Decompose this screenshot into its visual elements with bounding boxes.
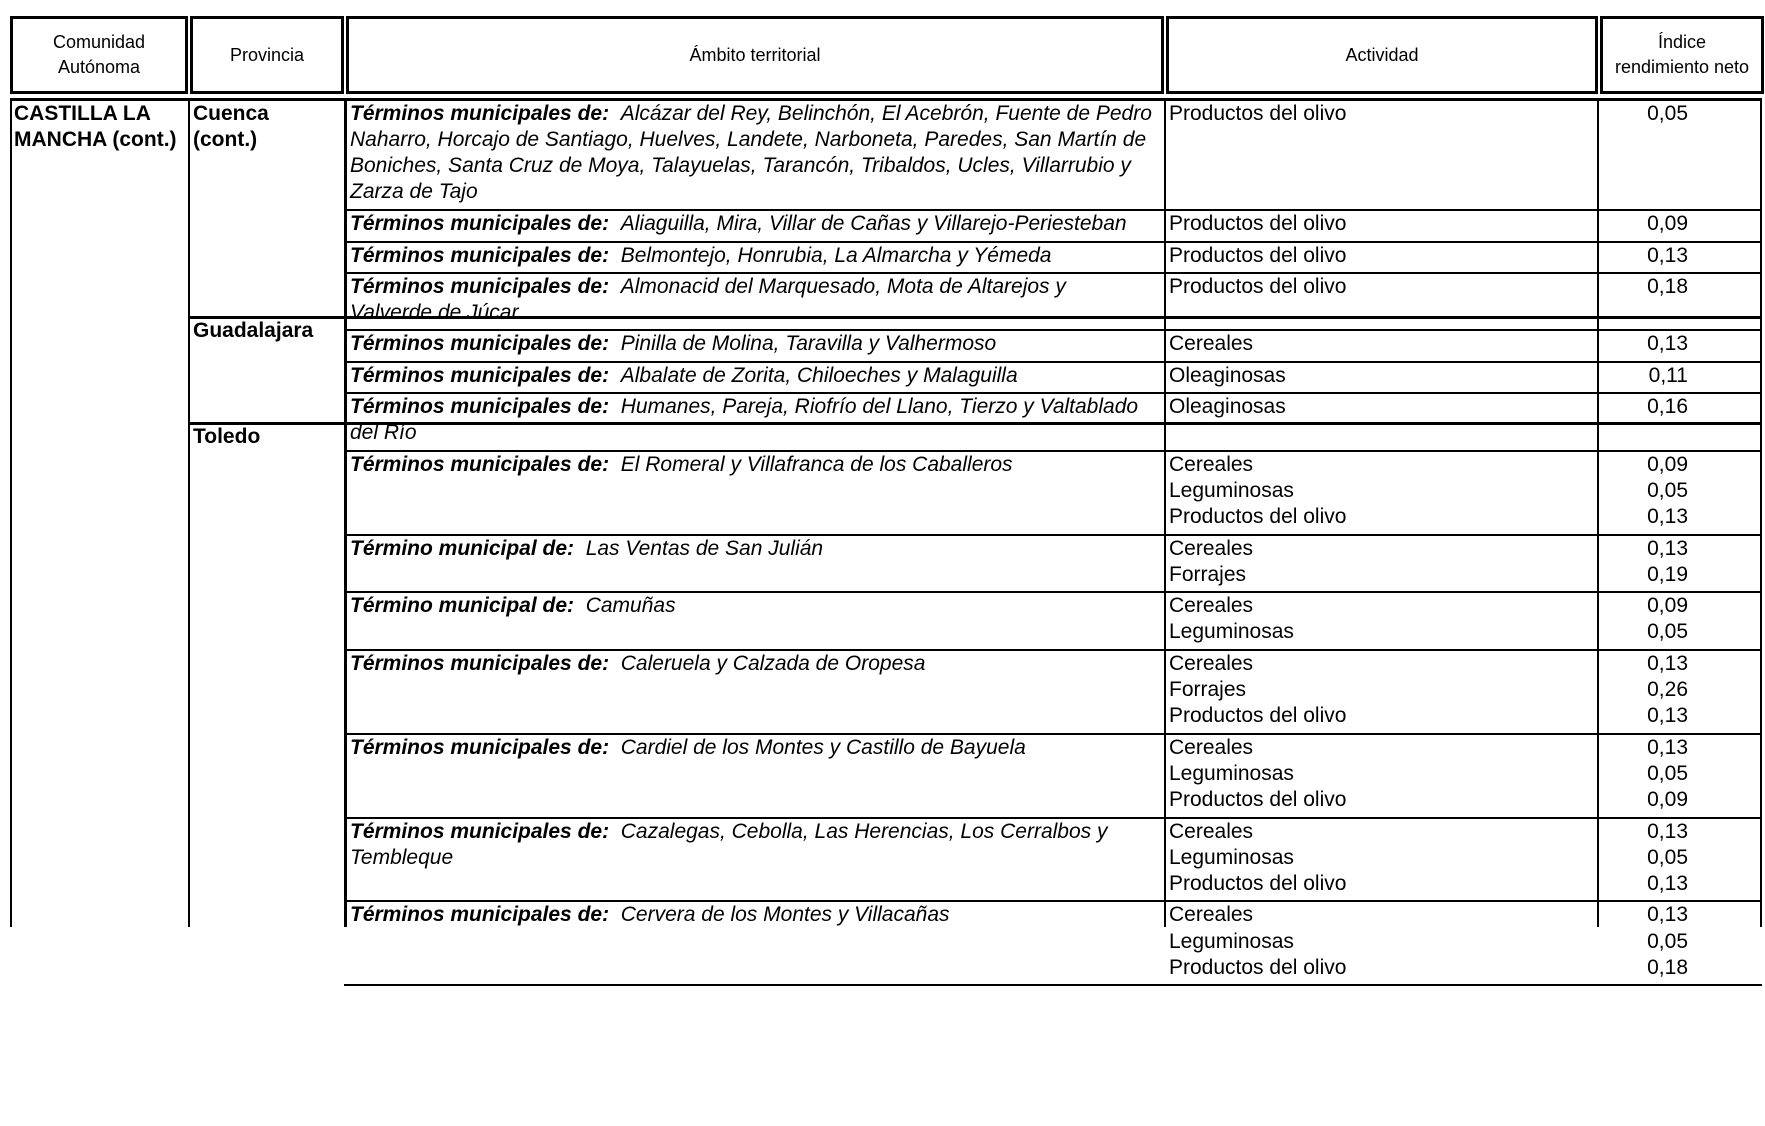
ambito-text: del Río <box>350 421 417 444</box>
ambito-prefix: Términos municipales de: <box>350 651 610 675</box>
ambito-text: Almonacid del Marquesado, Mota de Altarejos y <box>620 274 1066 298</box>
indice-value: 0,05 <box>1647 102 1688 125</box>
indice-value: 0,13 <box>1647 651 1688 675</box>
comunidad-line1: CASTILLA LA <box>14 102 151 125</box>
indice-value: 0,16 <box>1647 395 1688 418</box>
comunidad-line2: MANCHA (cont.) <box>14 128 177 151</box>
ambito-cell <box>350 243 1160 269</box>
header-indice-line2: rendimiento neto <box>1614 57 1750 77</box>
actividad-value: Leguminosas <box>1169 761 1294 785</box>
ambito-prefix: Términos municipales de: <box>350 819 610 843</box>
actividad-value: Leguminosas <box>1169 620 1294 644</box>
actividad-value: Productos del olivo <box>1169 243 1347 267</box>
ambito-prefix: Términos municipales de: <box>350 903 610 927</box>
ambito-prefix: Término municipal de: <box>350 536 575 560</box>
ambito-text: Valverde de Júcar <box>350 300 519 324</box>
indice-value: 0,05 <box>1647 845 1688 869</box>
actividad-value: Leguminosas <box>1169 478 1294 502</box>
actividad-value: Leguminosas <box>1169 929 1294 953</box>
ambito-text: Caleruela y Calzada de Oropesa <box>620 651 926 675</box>
indice-value: 0,09 <box>1647 452 1688 476</box>
ambito-prefix: Término municipal de: <box>350 594 575 618</box>
indice-value: 0,09 <box>1647 212 1688 236</box>
actividad-value: Cereales <box>1169 651 1254 675</box>
indice-value: 0,05 <box>1647 478 1688 502</box>
ambito-text: Cervera de los Montes y Villacañas <box>620 903 950 927</box>
actividad-value: Cereales <box>1169 594 1254 618</box>
actividad-value: Oleaginosas <box>1169 363 1286 387</box>
ambito-line <box>350 101 1160 127</box>
ambito-text: Zarza de Tajo <box>350 180 478 203</box>
indice-value: 0,13 <box>1647 704 1688 728</box>
header-comunidad-line2: Autónoma <box>57 57 141 77</box>
col-border-provincia <box>344 98 347 927</box>
provincia-toledo: Toledo <box>193 425 261 448</box>
indice-value: 0,19 <box>1647 562 1688 586</box>
ambito-line <box>350 845 1160 871</box>
actividad-value: Cereales <box>1169 452 1254 476</box>
ambito-line <box>350 179 1160 205</box>
header-provincia <box>190 16 344 94</box>
ambito-line <box>350 536 1160 562</box>
ambito-cell <box>350 651 1160 677</box>
ambito-text: Alcázar del Rey, Belinchón, El Acebrón, Fuente de Pedro <box>620 102 1152 125</box>
ambito-line <box>350 735 1160 761</box>
ambito-prefix: Términos municipales de: <box>350 102 610 125</box>
ambito-line <box>350 452 1160 478</box>
ambito-cell <box>350 452 1160 478</box>
ambito-cell <box>350 735 1160 761</box>
provincia-cuenca-line1: Cuenca <box>193 102 269 125</box>
ambito-prefix: Términos municipales de: <box>350 452 610 476</box>
ambito-text: Aliaguilla, Mira, Villar de Cañas y Villarejo-Periesteban <box>620 212 1127 236</box>
ambito-text: Boniches, Santa Cruz de Moya, Talayuelas, Tarancón, Tribaldos, Ucles, Villarrubio y <box>350 154 1131 177</box>
actividad-value: Cereales <box>1169 819 1254 843</box>
actividad-value: Productos del olivo <box>1169 102 1347 125</box>
ambito-cell <box>350 536 1160 562</box>
ambito-text: Cardiel de los Montes y Castillo de Bayuela <box>620 735 1026 759</box>
header-indice <box>1600 16 1764 94</box>
ambito-cell <box>350 593 1160 619</box>
indice-value: 0,13 <box>1647 735 1688 759</box>
col-border-ambito <box>1164 98 1166 927</box>
ambito-prefix: Términos municipales de: <box>350 212 610 236</box>
header-actividad-label: Actividad <box>1345 44 1419 65</box>
col-border-right <box>1760 98 1762 927</box>
ambito-line <box>350 593 1160 619</box>
actividad-value: Cereales <box>1169 735 1254 759</box>
ambito-text: Camuñas <box>585 594 676 618</box>
ambito-line <box>350 651 1160 677</box>
ambito-cell <box>350 274 1160 326</box>
ambito-text: Belmontejo, Honrubia, La Almarcha y Yémeda <box>620 243 1052 267</box>
ambito-prefix: Términos municipales de: <box>350 735 610 759</box>
header-indice-line1: Índice <box>1657 32 1707 52</box>
ambito-line <box>350 902 1160 928</box>
actividad-value: Oleaginosas <box>1169 395 1286 418</box>
ambito-cell <box>350 902 1160 928</box>
indice-value: 0,18 <box>1647 274 1688 298</box>
ambito-line <box>350 153 1160 179</box>
indice-value: 0,13 <box>1647 819 1688 843</box>
ambito-line <box>350 211 1160 237</box>
actividad-value: Productos del olivo <box>1169 212 1347 236</box>
header-comunidad <box>10 16 188 94</box>
actividad-value: Productos del olivo <box>1169 274 1347 298</box>
header-provincia-label: Provincia <box>229 44 305 65</box>
actividad-value: Cereales <box>1169 903 1254 927</box>
ambito-text: Pinilla de Molina, Taravilla y Valhermoso <box>620 332 997 356</box>
ambito-prefix: Términos municipales de: <box>350 395 610 418</box>
actividad-value: Productos del olivo <box>1169 956 1347 979</box>
actividad-value: Cereales <box>1169 332 1254 356</box>
header-comunidad-line1: Comunidad <box>52 32 146 52</box>
ambito-text: Tembleque <box>350 845 454 869</box>
ambito-prefix: Términos municipales de: <box>350 363 610 387</box>
indice-value: 0,13 <box>1647 243 1688 267</box>
ambito-cell <box>350 101 1160 205</box>
row-separator <box>344 984 1762 986</box>
ambito-prefix: Términos municipales de: <box>350 332 610 356</box>
ambito-text: Humanes, Pareja, Riofrío del Llano, Tierzo y Valtablado <box>620 395 1139 418</box>
header-ambito <box>346 16 1164 94</box>
indice-value: 0,13 <box>1647 903 1688 927</box>
ambito-cell <box>350 394 1160 446</box>
actividad-value: Productos del olivo <box>1169 704 1347 728</box>
indice-value: 0,26 <box>1647 678 1688 701</box>
col-border-left <box>10 98 12 927</box>
indice-value: 0,11 <box>1648 363 1688 387</box>
indice-value: 0,05 <box>1647 620 1688 644</box>
actividad-value: Productos del olivo <box>1169 788 1347 812</box>
col-border-comunidad <box>188 98 190 927</box>
actividad-value: Leguminosas <box>1169 845 1294 869</box>
provincia-guadalajara: Guadalajara <box>193 319 314 342</box>
ambito-line <box>350 300 1160 326</box>
indice-value: 0,09 <box>1647 788 1688 812</box>
ambito-line <box>350 420 1160 446</box>
provincia-cuenca-line2: (cont.) <box>193 128 258 151</box>
ambito-line <box>350 243 1160 269</box>
indice-value: 0,13 <box>1647 872 1688 896</box>
actividad-value: Productos del olivo <box>1169 505 1347 529</box>
ambito-line <box>350 274 1160 300</box>
actividad-value: Productos del olivo <box>1169 872 1347 896</box>
indice-value: 0,05 <box>1647 929 1688 953</box>
header-actividad <box>1166 16 1598 94</box>
ambito-text: Cazalegas, Cebolla, Las Herencias, Los Cerralbos y <box>620 819 1108 843</box>
header-ambito-label: Ámbito territorial <box>689 44 821 65</box>
actividad-value: Forrajes <box>1169 678 1247 701</box>
ambito-text: Naharro, Horcajo de Santiago, Huelves, Landete, Narboneta, Paredes, San Martín de <box>350 128 1147 151</box>
ambito-cell <box>350 211 1160 237</box>
ambito-line <box>350 127 1160 153</box>
ambito-line <box>350 331 1160 357</box>
ambito-prefix: Términos municipales de: <box>350 274 610 298</box>
ambito-prefix: Términos municipales de: <box>350 243 610 267</box>
actividad-value: Forrajes <box>1169 562 1247 586</box>
indice-value: 0,13 <box>1647 505 1688 529</box>
indice-value: 0,13 <box>1647 332 1688 356</box>
ambito-cell <box>350 331 1160 357</box>
indice-value: 0,09 <box>1647 594 1688 618</box>
ambito-text: Albalate de Zorita, Chiloeches y Malaguilla <box>620 363 1018 387</box>
indice-value: 0,13 <box>1647 536 1688 560</box>
indice-value: 0,05 <box>1647 761 1688 785</box>
ambito-text: El Romeral y Villafranca de los Caballeros <box>620 452 1013 476</box>
ambito-cell <box>350 819 1160 871</box>
actividad-value: Cereales <box>1169 536 1254 560</box>
indice-value: 0,18 <box>1647 956 1688 979</box>
ambito-cell <box>350 363 1160 389</box>
col-border-actividad <box>1597 98 1599 927</box>
ambito-line <box>350 394 1160 420</box>
ambito-line <box>350 363 1160 389</box>
ambito-line <box>350 819 1160 845</box>
ambito-text: Las Ventas de San Julián <box>585 536 824 560</box>
